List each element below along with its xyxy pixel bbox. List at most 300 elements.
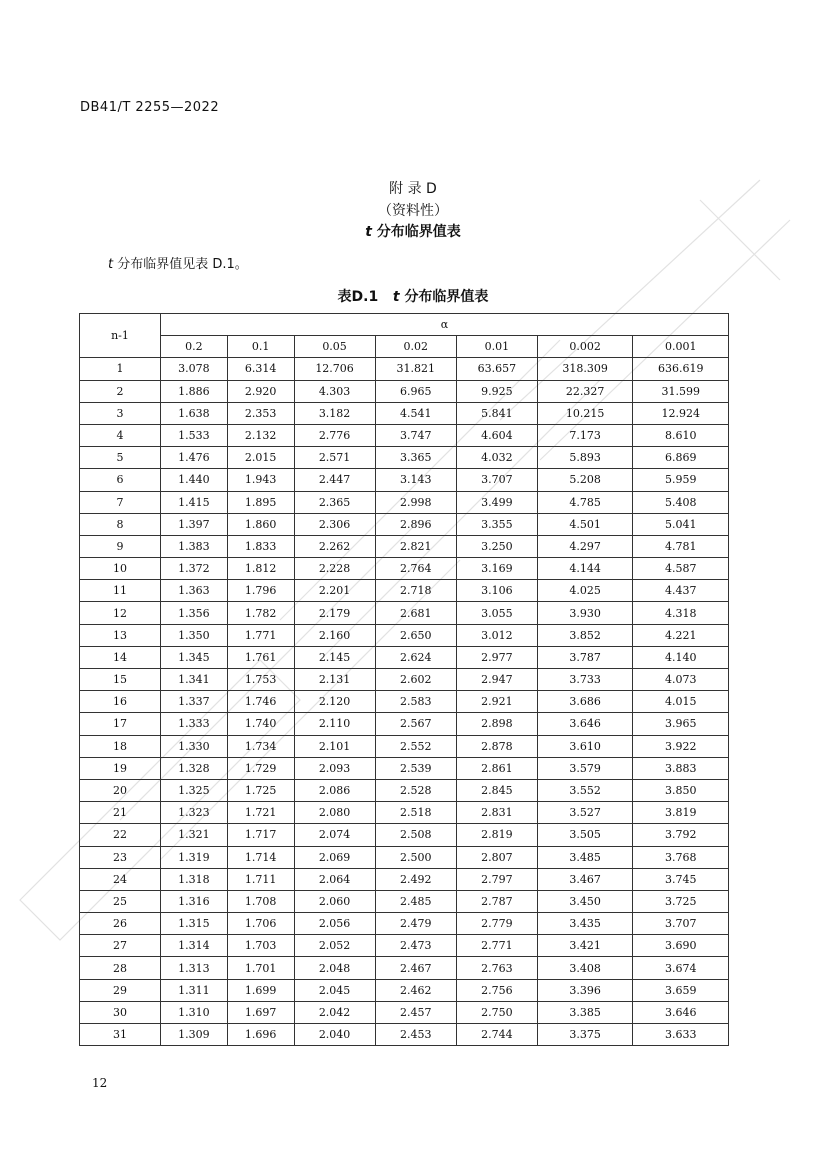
table-cell: 2.571 [294,447,375,469]
row-index-cell: 4 [80,424,161,446]
table-cell: 6.869 [633,447,729,469]
table-cell: 3.745 [633,868,729,890]
appendix-title [0,221,826,241]
table-row [80,1001,729,1023]
table-cell: 2.453 [375,1024,456,1046]
table-cell: 2.228 [294,558,375,580]
table-cell: 1.363 [161,580,228,602]
table-cell: 2.132 [227,424,294,446]
table-cell: 1.761 [227,646,294,668]
table-cell: 1.476 [161,447,228,469]
row-index-cell: 1 [80,358,161,380]
table-cell: 1.321 [161,824,228,846]
row-index-cell: 11 [80,580,161,602]
table-row [80,846,729,868]
row-index-cell: 28 [80,957,161,979]
table-cell: 2.473 [375,935,456,957]
table-cell: 1.337 [161,691,228,713]
table-cell: 3.012 [456,624,537,646]
table-cell: 2.060 [294,890,375,912]
table-cell: 1.833 [227,535,294,557]
table-cell: 3.965 [633,713,729,735]
table-cell: 3.527 [537,802,633,824]
table-cell: 1.372 [161,558,228,580]
table-cell: 1.725 [227,779,294,801]
table-cell: 2.896 [375,513,456,535]
table-cell: 1.318 [161,868,228,890]
table-cell: 3.485 [537,846,633,868]
table-row [80,580,729,602]
table-cell: 1.330 [161,735,228,757]
document-code: DB41/T 2255—2022 [80,100,220,115]
table-cell: 2.056 [294,913,375,935]
table-cell: 3.707 [633,913,729,935]
table-cell: 3.690 [633,935,729,957]
table-row [80,935,729,957]
intro-text: 分布临界值见表 D.1。 [117,257,248,272]
table-cell: 1.886 [161,380,228,402]
table-cell: 5.208 [537,469,633,491]
table-cell: 2.074 [294,824,375,846]
column-header: 0.02 [375,336,456,358]
table-cell: 6.314 [227,358,294,380]
row-index-cell: 6 [80,469,161,491]
table-cell: 31.599 [633,380,729,402]
table-cell: 1.397 [161,513,228,535]
intro-t: t [108,257,114,272]
table-caption-t: t [392,289,400,305]
table-cell: 3.646 [633,1001,729,1023]
row-index-cell: 24 [80,868,161,890]
row-index-cell: 2 [80,380,161,402]
column-header: 0.001 [633,336,729,358]
table-cell: 1.740 [227,713,294,735]
table-cell: 1.696 [227,1024,294,1046]
table-row [80,358,729,380]
table-cell: 5.959 [633,469,729,491]
table-cell: 3.055 [456,602,537,624]
table-cell: 4.318 [633,602,729,624]
table-cell: 7.173 [537,424,633,446]
table-cell: 3.883 [633,757,729,779]
column-header: 0.1 [227,336,294,358]
table-cell: 2.878 [456,735,537,757]
row-index-cell: 20 [80,779,161,801]
table-cell: 1.311 [161,979,228,1001]
table-cell: 1.440 [161,469,228,491]
table-cell: 22.327 [537,380,633,402]
row-index-cell: 31 [80,1024,161,1046]
table-cell: 2.093 [294,757,375,779]
table-cell: 3.505 [537,824,633,846]
table-cell: 4.785 [537,491,633,513]
table-cell: 3.579 [537,757,633,779]
table-cell: 2.179 [294,602,375,624]
table-cell: 4.541 [375,402,456,424]
row-index-cell: 12 [80,602,161,624]
table-cell: 1.943 [227,469,294,491]
table-cell: 2.552 [375,735,456,757]
table-cell: 3.396 [537,979,633,1001]
row-header-n: n-1 [80,314,161,358]
table-cell: 2.718 [375,580,456,602]
table-cell: 3.686 [537,691,633,713]
table-cell: 1.345 [161,646,228,668]
table-cell: 2.467 [375,957,456,979]
table-row [80,757,729,779]
table-cell: 10.215 [537,402,633,424]
table-cell: 3.852 [537,624,633,646]
table-cell: 5.841 [456,402,537,424]
table-cell: 1.729 [227,757,294,779]
table-cell: 1.860 [227,513,294,535]
table-cell: 4.140 [633,646,729,668]
row-index-cell: 27 [80,935,161,957]
table-cell: 2.040 [294,1024,375,1046]
table-cell: 5.893 [537,447,633,469]
table-cell: 1.350 [161,624,228,646]
table-cell: 3.375 [537,1024,633,1046]
table-row [80,535,729,557]
table-row [80,824,729,846]
table-cell: 3.435 [537,913,633,935]
table-cell: 2.807 [456,846,537,868]
appendix-title-t: t [365,224,372,240]
table-cell: 1.697 [227,1001,294,1023]
table-cell: 1.796 [227,580,294,602]
table-cell: 1.533 [161,424,228,446]
table-cell: 2.518 [375,802,456,824]
column-header: 0.05 [294,336,375,358]
table-cell: 1.314 [161,935,228,957]
table-cell: 2.797 [456,868,537,890]
table-cell: 3.633 [633,1024,729,1046]
table-cell: 3.659 [633,979,729,1001]
table-header-row-columns [80,336,729,358]
table-cell: 2.120 [294,691,375,713]
row-index-cell: 15 [80,669,161,691]
table-cell: 4.073 [633,669,729,691]
table-cell: 2.947 [456,669,537,691]
table-cell: 4.303 [294,380,375,402]
table-cell: 2.583 [375,691,456,713]
table-cell: 1.714 [227,846,294,868]
table-cell: 2.681 [375,602,456,624]
row-index-cell: 5 [80,447,161,469]
table-cell: 1.746 [227,691,294,713]
row-index-cell: 17 [80,713,161,735]
table-cell: 1.328 [161,757,228,779]
table-cell: 2.110 [294,713,375,735]
table-cell: 1.734 [227,735,294,757]
row-index-cell: 3 [80,402,161,424]
table-cell: 2.539 [375,757,456,779]
table-cell: 1.415 [161,491,228,513]
table-cell: 2.650 [375,624,456,646]
table-cell: 2.756 [456,979,537,1001]
table-cell: 3.143 [375,469,456,491]
table-cell: 3.467 [537,868,633,890]
t-distribution-table [79,313,729,1046]
table-cell: 2.353 [227,402,294,424]
table-cell: 1.383 [161,535,228,557]
table-row [80,602,729,624]
table-cell: 2.821 [375,535,456,557]
table-row [80,979,729,1001]
table-cell: 3.355 [456,513,537,535]
table-row [80,624,729,646]
table-cell: 3.747 [375,424,456,446]
table-row [80,802,729,824]
table-cell: 2.479 [375,913,456,935]
table-cell: 3.385 [537,1001,633,1023]
table-cell: 1.708 [227,890,294,912]
table-cell: 2.492 [375,868,456,890]
table-cell: 3.499 [456,491,537,513]
table-cell: 4.144 [537,558,633,580]
table-cell: 1.638 [161,402,228,424]
appendix-type: （资料性） [378,203,448,219]
table-cell: 3.182 [294,402,375,424]
table-cell: 1.356 [161,602,228,624]
table-cell: 2.042 [294,1001,375,1023]
table-cell: 3.733 [537,669,633,691]
table-cell: 1.699 [227,979,294,1001]
table-cell: 4.297 [537,535,633,557]
table-cell: 2.776 [294,424,375,446]
table-cell: 3.450 [537,890,633,912]
table-cell: 1.316 [161,890,228,912]
row-index-cell: 25 [80,890,161,912]
row-index-cell: 21 [80,802,161,824]
column-header: 0.002 [537,336,633,358]
table-cell: 1.717 [227,824,294,846]
table-row [80,491,729,513]
table-cell: 2.500 [375,846,456,868]
table-cell: 3.078 [161,358,228,380]
table-cell: 3.850 [633,779,729,801]
alpha-header: α [161,314,729,336]
table-cell: 3.768 [633,846,729,868]
appendix-title-text: 分布临界值表 [376,224,461,240]
table-cell: 1.753 [227,669,294,691]
table-cell: 636.619 [633,358,729,380]
table-row [80,513,729,535]
table-cell: 1.782 [227,602,294,624]
table-cell: 3.106 [456,580,537,602]
table-row [80,447,729,469]
table-cell: 5.408 [633,491,729,513]
table-row [80,1024,729,1046]
table-cell: 3.421 [537,935,633,957]
table-cell: 2.771 [456,935,537,957]
table-cell: 2.819 [456,824,537,846]
row-index-cell: 10 [80,558,161,580]
table-cell: 9.925 [456,380,537,402]
table-cell: 12.706 [294,358,375,380]
table-cell: 3.930 [537,602,633,624]
table-cell: 31.821 [375,358,456,380]
table-cell: 1.309 [161,1024,228,1046]
table-cell: 2.045 [294,979,375,1001]
table-cell: 2.048 [294,957,375,979]
table-cell: 4.587 [633,558,729,580]
table-cell: 1.706 [227,913,294,935]
row-index-cell: 7 [80,491,161,513]
table-cell: 2.787 [456,890,537,912]
table-cell: 1.310 [161,1001,228,1023]
table-row [80,646,729,668]
table-cell: 2.306 [294,513,375,535]
table-cell: 2.262 [294,535,375,557]
table-cell: 3.819 [633,802,729,824]
table-cell: 1.341 [161,669,228,691]
table-body [80,358,729,1046]
table-row [80,735,729,757]
table-cell: 2.365 [294,491,375,513]
table-cell: 2.861 [456,757,537,779]
table-cell: 2.567 [375,713,456,735]
table-cell: 1.323 [161,802,228,824]
table-cell: 8.610 [633,424,729,446]
table-cell: 3.792 [633,824,729,846]
table-cell: 2.977 [456,646,537,668]
table-cell: 3.169 [456,558,537,580]
table-row [80,402,729,424]
row-index-cell: 13 [80,624,161,646]
table-cell: 2.160 [294,624,375,646]
table-cell: 2.528 [375,779,456,801]
table-cell: 2.462 [375,979,456,1001]
table-cell: 2.201 [294,580,375,602]
table-cell: 6.965 [375,380,456,402]
table-cell: 3.707 [456,469,537,491]
table-cell: 2.052 [294,935,375,957]
appendix-label: 附 录 D [389,181,437,197]
row-index-cell: 22 [80,824,161,846]
table-cell: 2.831 [456,802,537,824]
table-cell: 1.703 [227,935,294,957]
row-index-cell: 30 [80,1001,161,1023]
table-cell: 2.998 [375,491,456,513]
table-cell: 3.922 [633,735,729,757]
table-caption-number: 表D.1 [337,289,379,305]
table-cell: 2.447 [294,469,375,491]
table-row [80,669,729,691]
table-cell: 2.080 [294,802,375,824]
table-cell: 1.711 [227,868,294,890]
table-cell: 2.750 [456,1001,537,1023]
table-cell: 2.764 [375,558,456,580]
table-cell: 4.437 [633,580,729,602]
table-cell: 1.895 [227,491,294,513]
table-cell: 2.101 [294,735,375,757]
table-cell: 2.086 [294,779,375,801]
table-cell: 1.315 [161,913,228,935]
table-cell: 4.781 [633,535,729,557]
table-cell: 1.771 [227,624,294,646]
table-cell: 4.032 [456,447,537,469]
table-cell: 63.657 [456,358,537,380]
table-cell: 2.744 [456,1024,537,1046]
table-header-row-alpha [80,314,729,336]
table-cell: 1.701 [227,957,294,979]
table-cell: 2.064 [294,868,375,890]
table-cell: 12.924 [633,402,729,424]
table-row [80,469,729,491]
table-row [80,868,729,890]
intro-paragraph [108,253,248,272]
table-row [80,424,729,446]
page-number: 12 [92,1076,108,1090]
table-cell: 4.025 [537,580,633,602]
row-index-cell: 14 [80,646,161,668]
row-index-cell: 26 [80,913,161,935]
table-cell: 2.779 [456,913,537,935]
row-index-cell: 23 [80,846,161,868]
table-caption-text: 分布临界值表 [404,289,489,305]
table-cell: 4.501 [537,513,633,535]
table-cell: 3.646 [537,713,633,735]
row-index-cell: 19 [80,757,161,779]
table-cell: 1.721 [227,802,294,824]
table-cell: 4.015 [633,691,729,713]
table-cell: 2.508 [375,824,456,846]
table-cell: 1.319 [161,846,228,868]
table-cell: 3.365 [375,447,456,469]
table-cell: 2.457 [375,1001,456,1023]
row-index-cell: 9 [80,535,161,557]
table-row [80,558,729,580]
table-cell: 3.408 [537,957,633,979]
table-cell: 3.725 [633,890,729,912]
table-row [80,691,729,713]
table-cell: 1.812 [227,558,294,580]
table-cell: 2.069 [294,846,375,868]
table-cell: 2.898 [456,713,537,735]
table-row [80,713,729,735]
table-cell: 2.015 [227,447,294,469]
table-cell: 3.552 [537,779,633,801]
column-header: 0.2 [161,336,228,358]
row-index-cell: 16 [80,691,161,713]
row-index-cell: 29 [80,979,161,1001]
row-index-cell: 18 [80,735,161,757]
table-row [80,890,729,912]
table-cell: 2.131 [294,669,375,691]
table-cell: 1.313 [161,957,228,979]
table-row [80,380,729,402]
table-cell: 2.485 [375,890,456,912]
table-cell: 2.763 [456,957,537,979]
table-cell: 3.787 [537,646,633,668]
column-header: 0.01 [456,336,537,358]
table-cell: 2.845 [456,779,537,801]
table-cell: 3.610 [537,735,633,757]
row-index-cell: 8 [80,513,161,535]
table-cell: 318.309 [537,358,633,380]
table-cell: 2.624 [375,646,456,668]
table-cell: 1.333 [161,713,228,735]
table-cell: 5.041 [633,513,729,535]
table-cell: 2.145 [294,646,375,668]
table-row [80,957,729,979]
table-row [80,913,729,935]
table-row [80,779,729,801]
table-cell: 2.602 [375,669,456,691]
table-cell: 3.674 [633,957,729,979]
table-cell: 4.221 [633,624,729,646]
